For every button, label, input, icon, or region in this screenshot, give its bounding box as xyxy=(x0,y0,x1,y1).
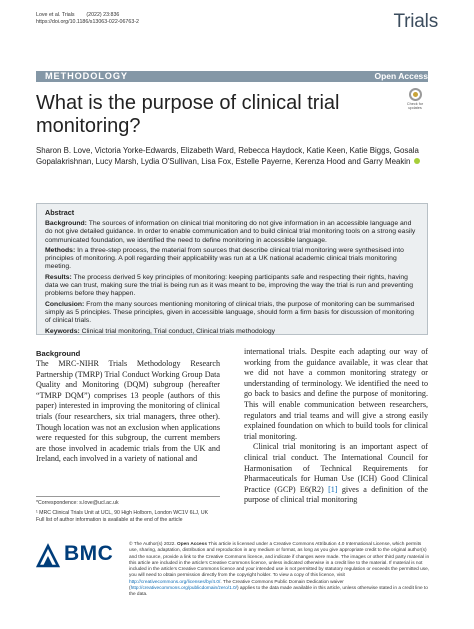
license-copyright: © The Author(s) 2022. xyxy=(129,542,176,547)
body-column-right xyxy=(244,347,428,506)
body-paragraph-text: gives a definition of the purpose of clinical trial monitoring xyxy=(244,484,428,505)
bmc-logo-text: BMC xyxy=(64,542,114,565)
abstract-heading: Abstract xyxy=(45,208,75,217)
footnotes xyxy=(36,496,220,523)
article-type-band xyxy=(36,71,428,82)
abstract-background-text: The sources of information on clinical trial monitoring do not give information in an accessible language and do not give detailed guidance. In order to enable communication and to build clinical trial monitoring tools on a strong easily communicated foundation, we identified the need to define monitoring in accessible language. xyxy=(45,220,416,244)
orcid-icon[interactable] xyxy=(414,158,420,164)
abstract-keywords-text: Clinical trial monitoring, Trial conduct, Clinical trials methodology xyxy=(81,327,276,335)
journal-name: Trials xyxy=(393,11,438,32)
header-citation xyxy=(36,12,139,19)
check-for-updates-label: Check for updates xyxy=(406,102,424,111)
body-paragraph: The MRC-NIHR Trials Methodology Research Partnership (TMRP) Trial Conduct Working Group Data Quality and Monitoring (DQM) subgroup (hereafter “TMRP DQM”) comprises 13 people (authors of this paper) interested in improving the monitoring of clinical trials (four researchers, six trial managers, three other). Though location was not an exclusion when applications were requested for this subgroup, the current members are those involved in academic trials from the UK and Ireland, each involved in a variety of national and xyxy=(36,359,220,464)
license-open-access: Open Access xyxy=(177,542,207,547)
article-title: What is the purpose of clinical trial monitoring? xyxy=(36,92,340,137)
author-names: Sharon B. Love, Victoria Yorke-Edwards, Elizabeth Ward, Rebecca Haydock, Katie Keen, Katie Biggs, Gosala Gopalakrishnan, Lucy Marsh, Lydia O'Sullivan, Lisa Fox, Estelle Payerne, Kerenza Hood and Garry Meakin xyxy=(36,146,419,167)
abstract-conclusion xyxy=(45,301,419,326)
public-domain-link[interactable]: http://creativecommons.org/publicdomain/zero/1.0/ xyxy=(130,586,237,592)
abstract-results-text: The process derived 5 key principles of monitoring: keeping participants safe and respecting their rights, having data we can trust, making sure the trial is being run as it was meant to be, improving the way the trial is run and preventing problems before they happen. xyxy=(45,273,413,298)
bmc-logo-icon xyxy=(36,540,62,570)
license-text-2: . The Creative Commons Public Domain Dedication waiver ( xyxy=(129,579,344,592)
abstract-methods-label: Methods: xyxy=(45,246,76,254)
header-year-volume: (2022) 23:836 xyxy=(86,12,120,18)
body-paragraph: international trials. Despite each adapting our way of working from the guidance available, it was clear that we did not have a common monitoring strategy or understanding of terminology. We identified the need to go back to basics and define the purpose of monitoring. This will enable communication between researchers, regulators and trial teams and will give a strong easily explained foundation on which to build tools for clinical trial monitoring. xyxy=(244,347,428,441)
body-paragraph-text: Clinical trial monitoring is an important aspect of clinical trial conduct. The International Council for Harmonisation of Technical Requirements for Pharmaceuticals for Human Use (ICH) Good Clinical Practice (GCP) E6(R2) xyxy=(244,442,428,494)
abstract-box xyxy=(36,203,428,335)
header-doi[interactable]: https://doi.org/10.1186/s13063-022-06763-2 xyxy=(36,19,139,25)
article-type-label: METHODOLOGY xyxy=(45,71,128,81)
abstract-keywords-label: Keywords: xyxy=(45,327,80,335)
author-info-note: Full list of author information is available at the end of the article xyxy=(36,516,183,523)
open-access-label: Open Access xyxy=(374,71,428,81)
abstract-background xyxy=(45,220,419,245)
header-authors: Love et al. Trials xyxy=(36,12,75,18)
section-heading-background: Background xyxy=(36,349,81,358)
check-for-updates-badge[interactable] xyxy=(402,88,428,111)
running-header xyxy=(36,12,139,26)
license-link[interactable]: http://creativecommons.org/licenses/by/4.0/ xyxy=(129,579,221,585)
license-text: This article is licensed under a Creative Commons Attribution 4.0 International License, which permits use, sharing, adaptation, distribution and reproduction in any medium or format, as long as you give appropriate credit to the original author(s) and the source, provide a link to the Creative Commons licence, and indicate if changes were made. The images or other third party material in this article are included in the article’s Creative Commons licence, unless indicated otherwise in a credit line to the material. If material is not included in the article’s Creative Commons licence and your intended use is not permitted by statutory regulation or exceeds the permitted use, you will need to obtain permission directly from the copyright holder. To view a copy of this licence, visit xyxy=(129,542,430,579)
check-for-updates-icon xyxy=(409,88,422,101)
correspondence-note: *Correspondence: s.love@ucl.ac.uk xyxy=(36,500,119,506)
affiliation-note: ¹ MRC Clinical Trials Unit at UCL, 90 High Holborn, London WC1V 6LJ, UK xyxy=(36,510,209,517)
license-statement xyxy=(129,542,430,599)
abstract-conclusion-label: Conclusion: xyxy=(45,300,85,308)
abstract-results-label: Results: xyxy=(45,273,72,281)
publisher-logo xyxy=(36,540,122,570)
abstract-methods xyxy=(45,247,419,272)
body-column-left xyxy=(36,349,220,465)
abstract-background-label: Background: xyxy=(45,220,87,227)
reference-link[interactable]: [1] xyxy=(328,484,338,494)
abstract-conclusion-text: From the many sources mentioning monitoring of clinical trials, the purpose of monitoring can be summarised simply as 5 principles. These principles, given in accessible language, should form a firm basis for discussion of monitoring of clinical trials. xyxy=(45,300,415,325)
author-list xyxy=(36,145,428,167)
abstract-methods-text: In a three-step process, the material from sources that describe clinical trial monitoring were synthesised into principles of monitoring. A poll regarding their applicability was run at a UK national academic clinical trials monitoring meeting. xyxy=(45,246,404,271)
license-text-3: ) applies to the data made available in this article, unless otherwise stated in a credit line to the data. xyxy=(129,586,428,598)
body-paragraph xyxy=(244,442,428,506)
abstract-results xyxy=(45,274,419,299)
abstract-keywords xyxy=(45,328,419,336)
